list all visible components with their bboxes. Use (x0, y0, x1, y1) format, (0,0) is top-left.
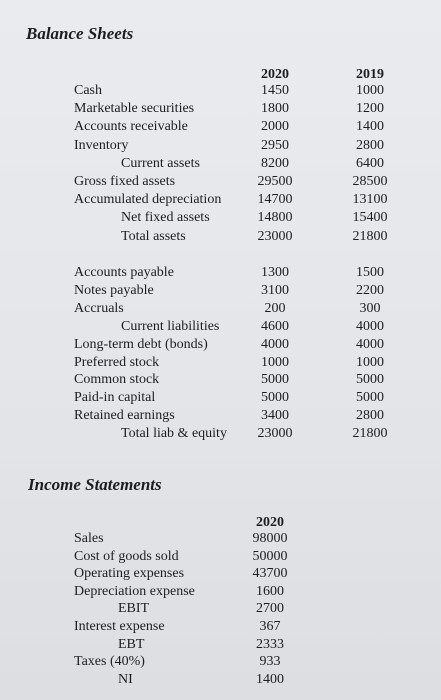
value-2019: 5000 (356, 372, 384, 388)
value-2019: 4000 (356, 318, 384, 334)
value-2019: 28500 (352, 174, 388, 189)
value-2020: 3400 (261, 408, 289, 424)
row-label: EBIT (118, 601, 150, 617)
value-2019: 6400 (356, 155, 384, 171)
row-label: Cost of goods sold (74, 548, 179, 564)
value-2020: 3100 (261, 282, 289, 298)
row-label: Depreciation expense (74, 583, 195, 599)
value-2020: 23000 (257, 426, 293, 442)
balance-col-2019: 2019 (356, 67, 384, 82)
value-2020: 1450 (261, 83, 289, 98)
value-2020: 29500 (257, 174, 293, 189)
row-label: Preferred stock (74, 354, 160, 370)
row-label: Inventory (74, 137, 129, 153)
balance-sheet-title: Balance Sheets (26, 24, 134, 43)
row-label: Current assets (121, 155, 200, 171)
row-label: Accounts payable (74, 265, 174, 280)
value-2020: 4600 (261, 318, 289, 334)
value-2020: 367 (259, 619, 281, 634)
row-label: Total liab & equity (121, 426, 227, 442)
row-label: Retained earnings (74, 408, 175, 424)
value-2019: 13100 (352, 192, 388, 208)
value-2020: 14700 (257, 192, 293, 208)
value-2020: 1600 (256, 583, 284, 599)
value-2019: 1200 (356, 101, 384, 117)
value-2020: 4000 (261, 336, 289, 352)
row-label: NI (118, 671, 133, 687)
value-2020: 1300 (261, 265, 289, 280)
value-2019: 4000 (356, 336, 384, 352)
value-2019: 2800 (356, 137, 384, 153)
value-2019: 21800 (352, 426, 388, 442)
value-2020: 1800 (261, 101, 289, 117)
row-label: Cash (74, 83, 102, 98)
value-2020: 5000 (261, 390, 289, 406)
row-label: Total assets (121, 228, 186, 244)
row-label: Paid-in capital (74, 390, 156, 406)
value-2020: 43700 (252, 566, 288, 582)
row-label: Operating expenses (74, 566, 185, 582)
value-2020: 2950 (261, 137, 289, 153)
balance-col-2020: 2020 (261, 67, 289, 82)
income-col-2020: 2020 (256, 515, 284, 530)
row-label: Taxes (40%) (74, 654, 145, 670)
row-label: Current liabilities (121, 318, 220, 334)
row-label: Accumulated depreciation (74, 192, 222, 208)
value-2019: 1000 (356, 354, 384, 370)
value-2020: 14800 (257, 210, 293, 226)
row-label: Net fixed assets (121, 210, 210, 226)
value-2019: 1000 (356, 83, 384, 98)
value-2020: 23000 (257, 228, 293, 244)
row-label: Common stock (74, 372, 160, 388)
row-label: EBT (118, 636, 145, 652)
value-2020: 933 (259, 654, 281, 670)
value-2020: 2700 (256, 601, 284, 617)
value-2019: 21800 (352, 228, 388, 244)
value-2020: 50000 (252, 548, 288, 564)
value-2019: 1400 (356, 119, 384, 135)
value-2020: 2000 (261, 119, 289, 135)
row-label: Notes payable (74, 282, 154, 298)
income-statement-title: Income Statements (28, 475, 162, 494)
value-2020: 5000 (261, 372, 289, 388)
value-2019: 15400 (352, 210, 388, 226)
value-2020: 200 (264, 300, 286, 316)
value-2020: 1400 (256, 671, 284, 687)
row-label: Accruals (74, 300, 124, 316)
row-label: Sales (74, 531, 104, 546)
value-2020: 1000 (261, 354, 289, 370)
value-2019: 2200 (356, 282, 384, 298)
row-label: Long-term debt (bonds) (74, 336, 208, 352)
row-label: Gross fixed assets (74, 174, 176, 189)
value-2020: 98000 (252, 531, 288, 546)
value-2019: 300 (359, 300, 381, 316)
value-2020: 2333 (256, 636, 284, 652)
row-label: Interest expense (74, 619, 165, 634)
row-label: Marketable securities (74, 101, 195, 117)
row-label: Accounts receivable (74, 119, 188, 135)
value-2020: 8200 (261, 155, 289, 171)
value-2019: 5000 (356, 390, 384, 406)
value-2019: 2800 (356, 408, 384, 424)
value-2019: 1500 (356, 265, 384, 280)
